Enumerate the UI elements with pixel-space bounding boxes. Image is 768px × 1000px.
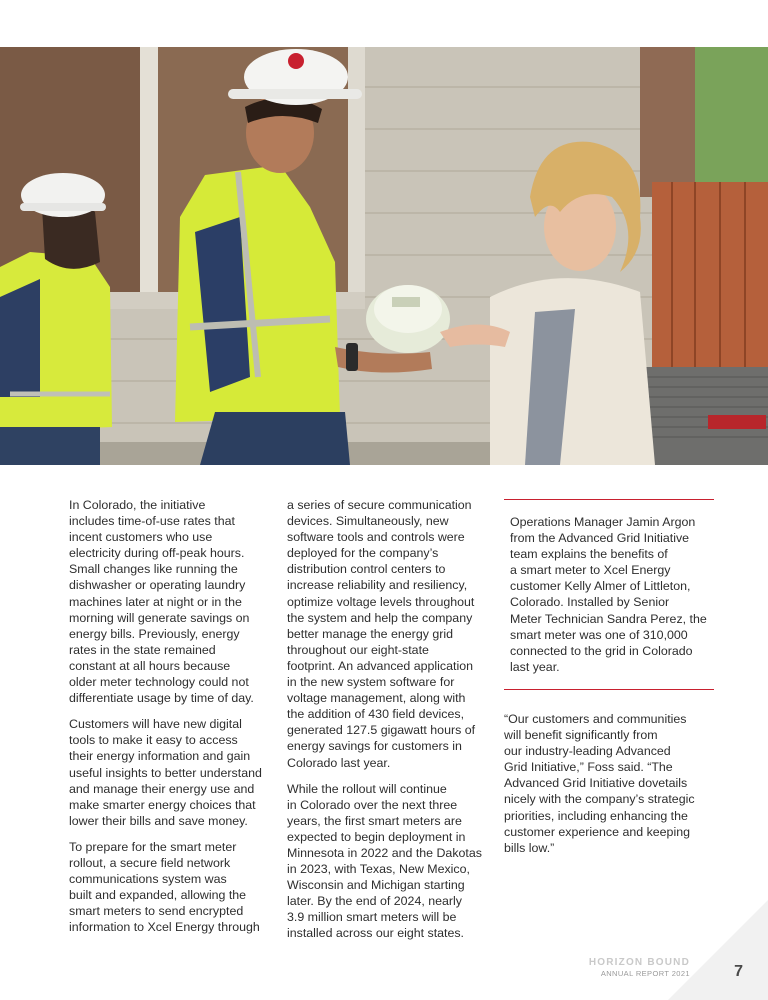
corner-decoration xyxy=(668,900,768,1000)
pull-quote xyxy=(504,711,714,856)
paragraph-field-network: To prepare for the smart meter rollout, a secure field network communications system was built and expanded, allowing the smart meters to send encrypted information to Xcel Energy through xyxy=(69,839,260,935)
paragraph-time-of-use-rates: In Colorado, the initiative includes time-of-use rates that incent customers who use electricity during off-peak hours. Small changes like running the dishwasher or operating laundry machines later at night or in the morning will generate savings on energy bills. Previously, energy rates in the state remained constant at all hours because older meter technology could not differentiate usage by time of day. xyxy=(69,498,254,706)
caption-text: Operations Manager Jamin Argon from the Advanced Grid Initiative team explains the benefits of a smart meter to Xcel Energy customer Kelly Almer of Littleton, Colorado. Installed by Senior Meter Technician Sandra Perez, the smart meter was one of 310,000 connected to the grid in Colorado last year. xyxy=(510,515,707,674)
footer-brand: HORIZON BOUND xyxy=(588,957,690,968)
paragraph-digital-tools: Customers will have new digital tools to make it easy to access their energy information and gain useful insights to better understand and manage their energy use and make smarter energy choices that lower their bills and save money. xyxy=(69,717,262,828)
photo-illustration xyxy=(0,47,768,465)
page-number: 7 xyxy=(734,963,743,980)
body-column-1 xyxy=(69,497,269,945)
paragraph-rollout-schedule: While the rollout will continue in Colorado over the next three years, the first smart meters are expected to begin deployment in Minnesota in 2022 and the Dakotas in 2023, with Texas, New Mexico, Wisconsin and Michigan starting later. By the end of 2024, nearly 3.9 million smart meters will be installed across our eight states. xyxy=(287,781,482,941)
photo-caption xyxy=(504,499,714,690)
paragraph-software-tools: a series of secure communication devices. Simultaneously, new software tools and controls were deployed for the company’s distribution control centers to increase reliability and resiliency, optimize voltage levels throughout the system and help the company better manage the energy grid throughout our eight-state footprint. An advanced application in the new system software for voltage management, along with the addition of 430 field devices, generated 127.5 gigawatt hours of energy savings for customers in Colorado last year. xyxy=(287,498,476,770)
hero-photo xyxy=(0,47,768,465)
body-column-2 xyxy=(287,497,487,952)
quote-text: “Our customers and communities will benefit significantly from our industry-leading Advanced Grid Initiative,” Foss said. “The Advanced Grid Initiative dovetails nicely with the company’s strategic priorities, including enhancing the customer experience and keeping bills low.” xyxy=(504,712,695,855)
footer-subtitle: ANNUAL REPORT 2021 xyxy=(600,969,690,978)
